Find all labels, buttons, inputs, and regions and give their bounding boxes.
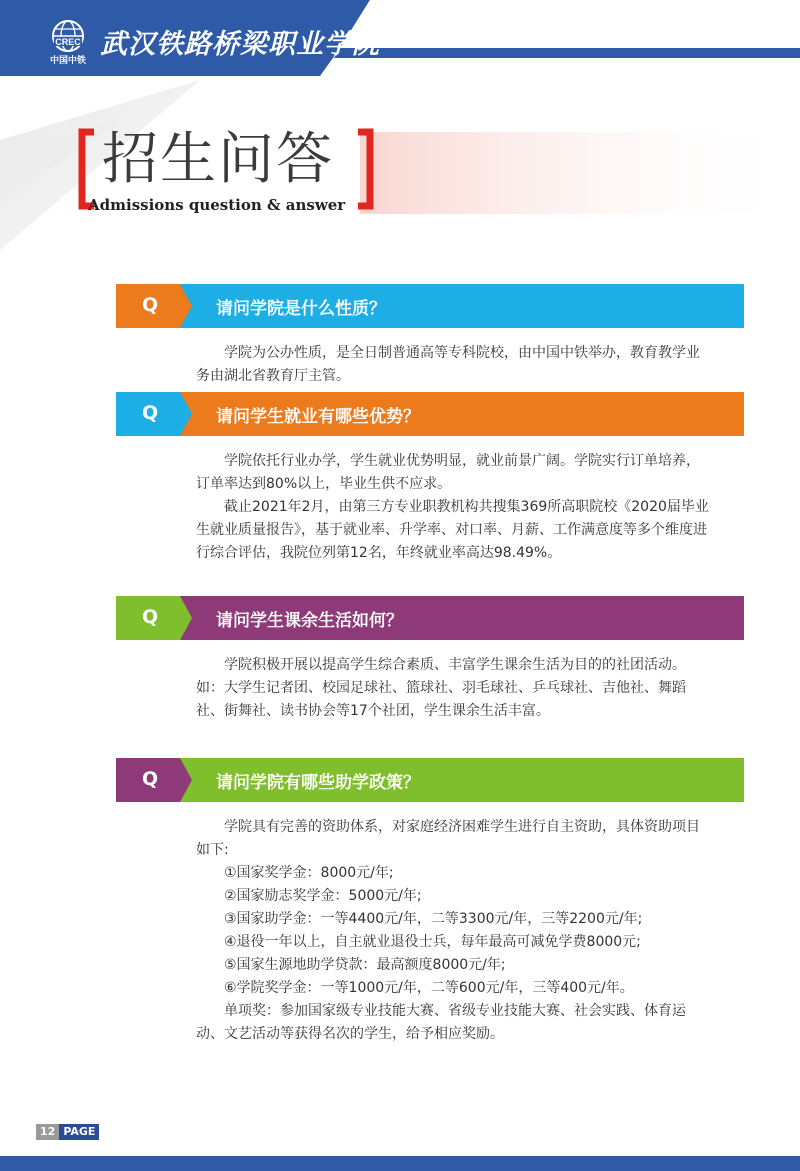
answer-paragraph: 学院具有完善的资助体系，对家庭经济困难学生进行自主资助，具体资助项目如下: — [196, 819, 700, 858]
page-subtitle: Admissions question & answer — [88, 196, 346, 214]
page-title: 招生问答 — [102, 127, 334, 192]
q-label: Q — [142, 402, 159, 424]
logo-caption: 中国中铁 — [49, 56, 86, 66]
page-label: PAGE — [59, 1124, 99, 1140]
aid-item: ①国家奖学金：8000元/年; — [224, 865, 394, 881]
answer-text — [174, 806, 744, 1046]
qa-background — [116, 392, 744, 436]
aid-item: ③国家助学金：一等4400元/年，二等3300元/年，三等2200元/年; — [224, 911, 643, 927]
aid-item: ②国家励志奖学金：5000元/年; — [224, 888, 422, 904]
footer-band — [0, 1156, 800, 1171]
answer-paragraph: 单项奖：参加国家级专业技能大赛、省级专业技能大赛、社会实践、体育运动、文艺活动等获得名次的学生，给予相应奖励。 — [196, 1003, 686, 1042]
answer-paragraph: 学院积极开展以提高学生综合素质、丰富学生课余生活为目的的社团活动。如：大学生记者团、校园足球社、篮球社、羽毛球社、乒乓球社、吉他社、舞蹈社、街舞社、读书协会等17个社团，学生课余生活丰富。 — [196, 657, 686, 719]
school-name: 武汉铁路桥梁职业学院 — [100, 29, 380, 60]
q-label: Q — [142, 768, 159, 790]
question-text: 请问学院是什么性质？ — [216, 299, 386, 319]
answer-text — [174, 440, 744, 565]
answer-paragraph: 截止2021年2月，由第三方专业职教机构共搜集369所高职院校《2020届毕业生就业质量报告》，基于就业率、升学率、对口率、月薪、工作满意度等多个维度进行综合评估，我院位列第12名，年终就业率高达98.49%。 — [196, 499, 709, 561]
answer-paragraph: 学院依托行业办学，学生就业优势明显，就业前景广阔。学院实行订单培养，订单率达到80%以上，毕业生供不应求。 — [196, 453, 700, 492]
aid-item: ⑥学院奖学金：一等1000元/年，二等600元/年，三等400元/年。 — [224, 980, 634, 996]
qa-background — [116, 284, 744, 328]
answer-paragraph: 学院为公办性质，是全日制普通高等专科院校，由中国中铁举办，教育教学业务由湖北省教育厅主管。 — [196, 345, 700, 384]
qa-background — [116, 758, 744, 802]
q-label: Q — [142, 294, 159, 316]
question-text: 请问学生课余生活如何？ — [216, 611, 403, 631]
page-indicator — [36, 1124, 99, 1140]
qa-item-financial-aid — [116, 758, 744, 1056]
qa-item-campus-life — [116, 596, 744, 754]
aid-item: ④退役一年以上，自主就业退役士兵，每年最高可减免学费8000元; — [224, 934, 641, 950]
question-text: 请问学生就业有哪些优势？ — [216, 407, 420, 427]
q-label: Q — [142, 606, 159, 628]
question-text: 请问学院有哪些助学政策？ — [216, 773, 420, 793]
qa-background — [116, 596, 744, 640]
aid-item: ⑤国家生源地助学贷款：最高额度8000元/年; — [224, 957, 506, 973]
section-title — [74, 122, 384, 222]
answer-text — [174, 332, 744, 388]
qa-item-employment — [116, 392, 744, 592]
page-number: 12 — [36, 1124, 59, 1140]
svg-text:CREC: CREC — [55, 37, 81, 47]
qa-item-nature — [116, 284, 744, 390]
answer-text — [174, 644, 744, 723]
